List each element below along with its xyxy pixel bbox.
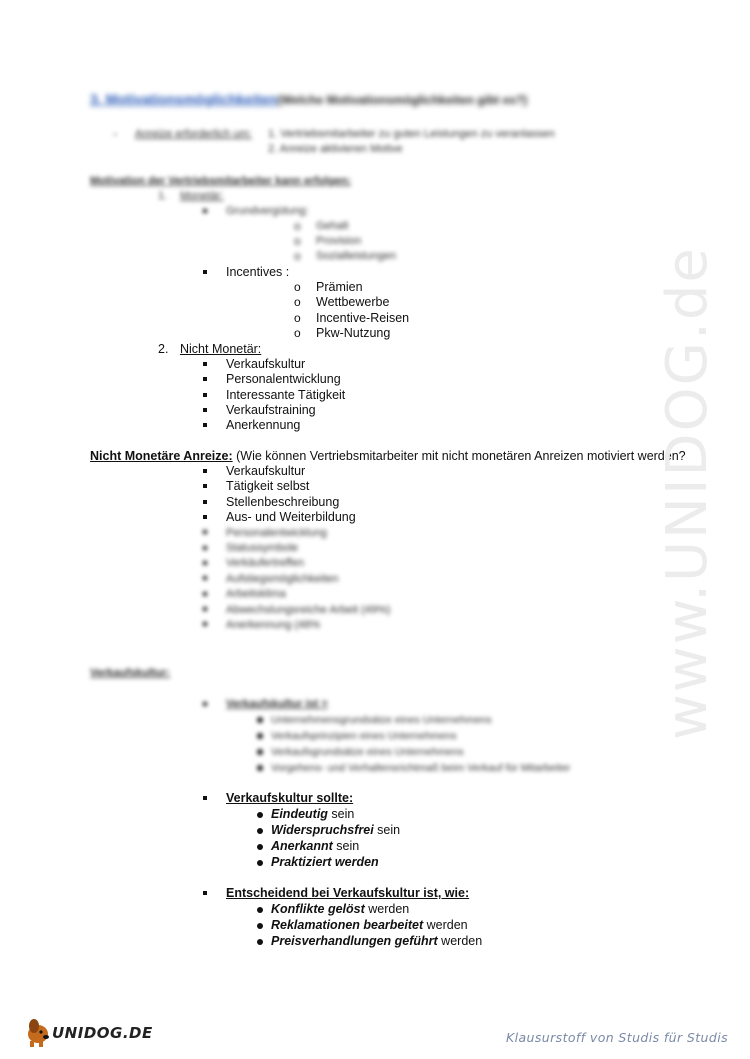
- monetaer-label: Monetär:: [180, 190, 224, 202]
- vk-sollte-rest-2: sein: [332, 839, 360, 853]
- incentive-item-bullet: o: [294, 280, 301, 294]
- vk-sollte-em-0: Eindeutig: [271, 807, 328, 821]
- nma-blur-item-3: Aufstiegsmöglichkeiten: [226, 573, 339, 585]
- vk-sollte-em-3: Praktiziert werden: [271, 855, 379, 869]
- grund-item-bullet: o: [294, 249, 301, 263]
- nm-anreize-line: [90, 449, 686, 464]
- nma-item-3: Aus- und Weiterbildung: [226, 510, 356, 524]
- vk-ist-dot: [257, 717, 263, 723]
- vk-ist-item-3: Vorgehens- und Verhaltensrichtmaß beim Verkauf für Mitarbeiter: [271, 762, 571, 774]
- vk-ent-rest-2: werden: [437, 934, 483, 948]
- verkaufskultur-heading: Verkaufskultur:: [90, 667, 171, 679]
- nma-blur-bullet: [203, 546, 207, 550]
- vk-sollte-item-0: [271, 807, 354, 822]
- vk-entscheidend-bullet: [203, 891, 207, 895]
- vk-ent-item-1: [271, 918, 468, 933]
- nma-blur-bullet: [203, 622, 207, 626]
- incentive-item-bullet: o: [294, 326, 301, 340]
- vk-ist-bullet: [203, 702, 207, 706]
- vk-ist-label: Verkaufskultur ist =: [226, 698, 328, 710]
- nma-blur-bullet: [203, 592, 207, 596]
- nma-blur-item-5: Abwechslungsreiche Arbeit (49%): [226, 604, 391, 616]
- footer-logo-text: UNIDOG.DE: [52, 1024, 153, 1042]
- nm-item-0: Verkaufskultur: [226, 357, 306, 371]
- vk-sollte-dot: [257, 860, 263, 866]
- nma-bullet: [203, 500, 207, 504]
- nma-bullet: [203, 515, 207, 519]
- grund-item-bullet: o: [294, 234, 301, 248]
- vk-ist-item-2: Verkaufsgrundsätze eines Unternehmens: [271, 746, 464, 758]
- nma-blur-item-4: Arbeitsklima: [226, 588, 286, 600]
- vk-entscheidend-label: Entscheidend bei Verkaufskultur ist, wie:: [226, 886, 470, 900]
- vk-sollte-em-1: Widerspruchsfrei: [271, 823, 374, 837]
- vk-sollte-item-2: [271, 839, 359, 854]
- watermark-text: www.UNIDOG.de: [655, 246, 720, 740]
- vk-ist-dot: [257, 733, 263, 739]
- anreize-dash: -: [113, 127, 118, 141]
- vk-sollte-item-1: [271, 823, 400, 838]
- incentives-bullet: [203, 270, 207, 274]
- nm-bullet: [203, 408, 207, 412]
- vk-ent-dot: [257, 923, 263, 929]
- nm-bullet: [203, 393, 207, 397]
- vk-ent-em-1: Reklamationen bearbeitet: [271, 918, 424, 932]
- nm-anreize-label: Nicht Monetäre Anreize:: [90, 449, 233, 463]
- incentive-item-2: Incentive-Reisen: [316, 311, 410, 325]
- incentive-item-1: Wettbewerbe: [316, 295, 390, 309]
- vk-sollte-label: Verkaufskultur sollte:: [226, 791, 354, 805]
- grund-item-0: Gehalt: [316, 220, 349, 232]
- incentive-item-bullet: o: [294, 311, 301, 325]
- nma-item-0: Verkaufskultur: [226, 464, 306, 478]
- nma-blur-bullet: [203, 561, 207, 565]
- nm-bullet: [203, 377, 207, 381]
- nma-blur-bullet: [203, 607, 207, 611]
- nm-item-2: Interessante Tätigkeit: [226, 388, 346, 402]
- anreize-item-2: 2. Anreize aktivieren Motive: [268, 143, 403, 155]
- vk-ent-em-0: Konflikte gelöst: [271, 902, 365, 916]
- nma-bullet: [203, 484, 207, 488]
- vk-sollte-rest-0: sein: [327, 807, 355, 821]
- grund-item-bullet: o: [294, 219, 301, 233]
- title-sub: (Welche Motivationsmöglichkeiten gibt es?): [277, 93, 528, 107]
- vk-ent-dot: [257, 907, 263, 913]
- nma-bullet: [203, 469, 207, 473]
- nma-blur-item-6: Anerkennung (48%: [226, 619, 321, 631]
- nma-blur-item-1: Statussymbole: [226, 542, 299, 554]
- nm-item-4: Anerkennung: [226, 418, 301, 432]
- vk-ent-em-2: Preisverhandlungen geführt: [271, 934, 438, 948]
- title-main: 3. Motivationsmöglichkeiten: [90, 91, 278, 107]
- vk-sollte-item-3: [271, 855, 379, 870]
- anreize-item-1: 1. Vertriebsmitarbeiter zu guten Leistungen zu veranlassen: [268, 128, 555, 140]
- nma-item-2: Stellenbeschreibung: [226, 495, 340, 509]
- nma-blur-bullet: [203, 576, 207, 580]
- vk-sollte-rest-1: sein: [373, 823, 401, 837]
- vk-sollte-em-2: Anerkannt: [271, 839, 333, 853]
- nm-item-1: Personalentwicklung: [226, 372, 341, 386]
- vk-ist-item-0: Unternehmensgrundsätze eines Unternehmens: [271, 714, 492, 726]
- vk-sollte-bullet: [203, 796, 207, 800]
- motivation-heading: Motivation der Vertriebsmitarbeiter kann erfolgen:: [90, 175, 352, 187]
- vk-ent-rest-1: werden: [423, 918, 468, 932]
- incentives-label: Incentives :: [226, 265, 290, 279]
- nicht-monetaer-label: Nicht Monetär:: [180, 342, 262, 356]
- vk-sollte-dot: [257, 844, 263, 850]
- grund-item-2: Sozialleistungen: [316, 250, 397, 262]
- footer-tagline: Klausurstoff von Studis für Studis: [506, 1030, 728, 1045]
- vk-ent-item-2: [271, 934, 482, 949]
- anreize-label: Anreize erforderlich um:: [135, 128, 252, 140]
- nm-item-3: Verkaufstraining: [226, 403, 316, 417]
- vk-sollte-dot: [257, 812, 263, 818]
- incentive-item-0: Prämien: [316, 280, 363, 294]
- nma-blur-item-2: Verkäufertreffen: [226, 557, 305, 569]
- nma-item-1: Tätigkeit selbst: [226, 479, 310, 493]
- nm-anreize-question: (Wie können Vertriebsmitarbeiter mit nicht monetären Anreizen motiviert werden?: [236, 449, 686, 463]
- nma-blur-bullet: [203, 530, 207, 534]
- nm-bullet: [203, 423, 207, 427]
- incentive-item-3: Pkw-Nutzung: [316, 326, 391, 340]
- vk-ent-item-0: [271, 902, 409, 917]
- vk-ent-rest-0: werden: [364, 902, 410, 916]
- monetaer-number: 1.: [158, 190, 168, 202]
- vk-sollte-dot: [257, 828, 263, 834]
- vk-ist-dot: [257, 749, 263, 755]
- grund-bullet: [203, 209, 207, 213]
- nicht-monetaer-number: 2.: [158, 342, 169, 356]
- vk-ist-item-1: Verkaufsprinzipien eines Unternehmens: [271, 730, 457, 742]
- nm-bullet: [203, 362, 207, 366]
- page-title: [90, 92, 527, 108]
- grund-item-1: Provision: [316, 235, 362, 247]
- vk-ist-dot: [257, 765, 263, 771]
- nma-blur-item-0: Personalentwicklung: [226, 527, 327, 539]
- vk-ent-dot: [257, 939, 263, 945]
- grund-label: Grundvergütung:: [226, 205, 309, 217]
- incentive-item-bullet: o: [294, 295, 301, 309]
